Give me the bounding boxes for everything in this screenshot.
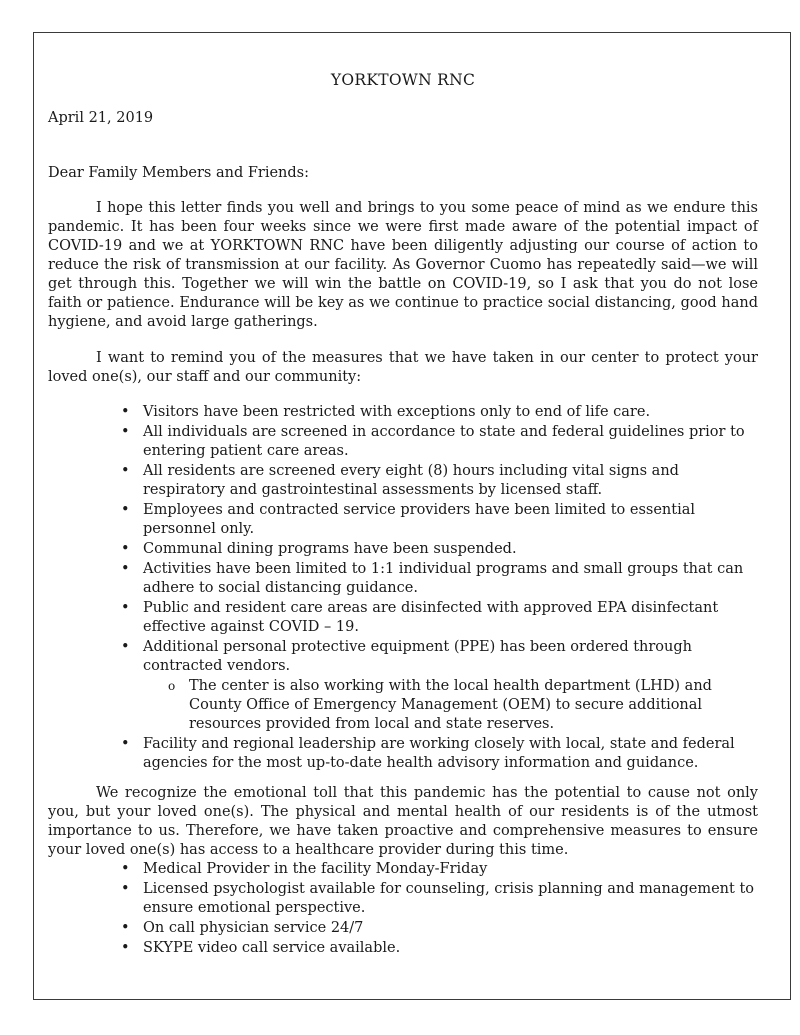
bullet-icon: • (121, 502, 130, 518)
services-list (48, 860, 758, 958)
salutation: Dear Family Members and Friends: (48, 165, 309, 181)
bullet-icon: • (121, 561, 130, 577)
bullet-icon: • (121, 736, 130, 752)
bullet-icon: • (121, 861, 130, 877)
service-text: Medical Provider in the facility Monday-Friday (143, 861, 488, 877)
list-item (121, 919, 758, 938)
measure-text: Activities have been limited to 1:1 individual programs and small groups that can adhere to social distancing guidance. (143, 561, 744, 596)
measures-list (48, 403, 758, 773)
measure-text: Employees and contracted service providers have been limited to essential personnel only. (143, 502, 695, 537)
measure-text: Public and resident care areas are disinfected with approved EPA disinfectant effective against COVID – 19. (143, 600, 719, 635)
measure-text: All individuals are screened in accordance to state and federal guidelines prior to entering patient care areas. (143, 424, 745, 459)
service-text: On call physician service 24/7 (143, 920, 364, 936)
paragraph-measures-intro: I want to remind you of the measures that we have taken in our center to protect your loved one(s), our staff and our community: (48, 350, 758, 385)
letter-title: YORKTOWN RNC (330, 71, 476, 89)
paragraph-emotional: We recognize the emotional toll that this pandemic has the potential to cause not only you, but your loved one(s). The physical and mental health of our residents is of the utmost importance to us. Therefore, we have taken proactive and comprehensive measures to ensure your loved one(s) has access to a healthcare provider during this time. (48, 785, 758, 858)
list-item (121, 403, 758, 422)
list-item (121, 560, 758, 598)
service-text: SKYPE video call service available. (143, 940, 401, 956)
list-item (121, 462, 758, 500)
circle-bullet-icon: o (168, 679, 176, 693)
list-item (121, 423, 758, 461)
paragraph-intro: I hope this letter finds you well and brings to you some peace of mind as we endure this pandemic. It has been four weeks since we were first made aware of the potential impact of COVID-19 and we at YORKTOWN RNC have been diligently adjusting our course of action to reduce the risk of transmission at our facility. As Governor Cuomo has repeatedly said—we will get through this. Together we will win the battle on COVID-19, so I ask that you do not lose faith or patience. Endurance will be key as we continue to practice social distancing, good hand hygiene, and avoid large gatherings. (48, 200, 758, 330)
list-item (121, 599, 758, 637)
bullet-icon: • (121, 881, 130, 897)
list-item (121, 540, 758, 559)
service-text: Licensed psychologist available for counseling, crisis planning and management to ensure emotional perspective. (143, 881, 755, 916)
bullet-icon: • (121, 639, 130, 655)
measure-text: Facility and regional leadership are working closely with local, state and federal agencies for the most up-to-date health advisory information and guidance. (143, 736, 735, 771)
bullet-icon: • (121, 424, 130, 440)
measure-text: Communal dining programs have been suspended. (143, 541, 517, 557)
bullet-icon: • (121, 940, 130, 956)
bullet-icon: • (121, 541, 130, 557)
list-item (121, 735, 758, 773)
sub-list-item (168, 677, 758, 734)
measure-text: Additional personal protective equipment (PPE) has been ordered through contracted vendors. (143, 639, 692, 674)
bullet-icon: • (121, 600, 130, 616)
bullet-icon: • (121, 463, 130, 479)
sub-measure-text: The center is also working with the local health department (LHD) and County Office of Emergency Management (OEM) to secure additional resources provided from local and state reserves. (189, 678, 712, 732)
measure-text: Visitors have been restricted with exceptions only to end of life care. (143, 404, 651, 420)
list-item (121, 880, 758, 918)
bullet-icon: • (121, 404, 130, 420)
list-item (121, 638, 758, 734)
measure-text: All residents are screened every eight (8) hours including vital signs and respiratory and gastrointestinal assessments by licensed staff. (143, 463, 679, 498)
list-item (121, 939, 758, 958)
letter-body (48, 71, 758, 959)
letter-date: April 21, 2019 (48, 110, 154, 126)
list-item (121, 501, 758, 539)
bullet-icon: • (121, 920, 130, 936)
measures-sublist (143, 677, 758, 734)
list-item (121, 860, 758, 879)
